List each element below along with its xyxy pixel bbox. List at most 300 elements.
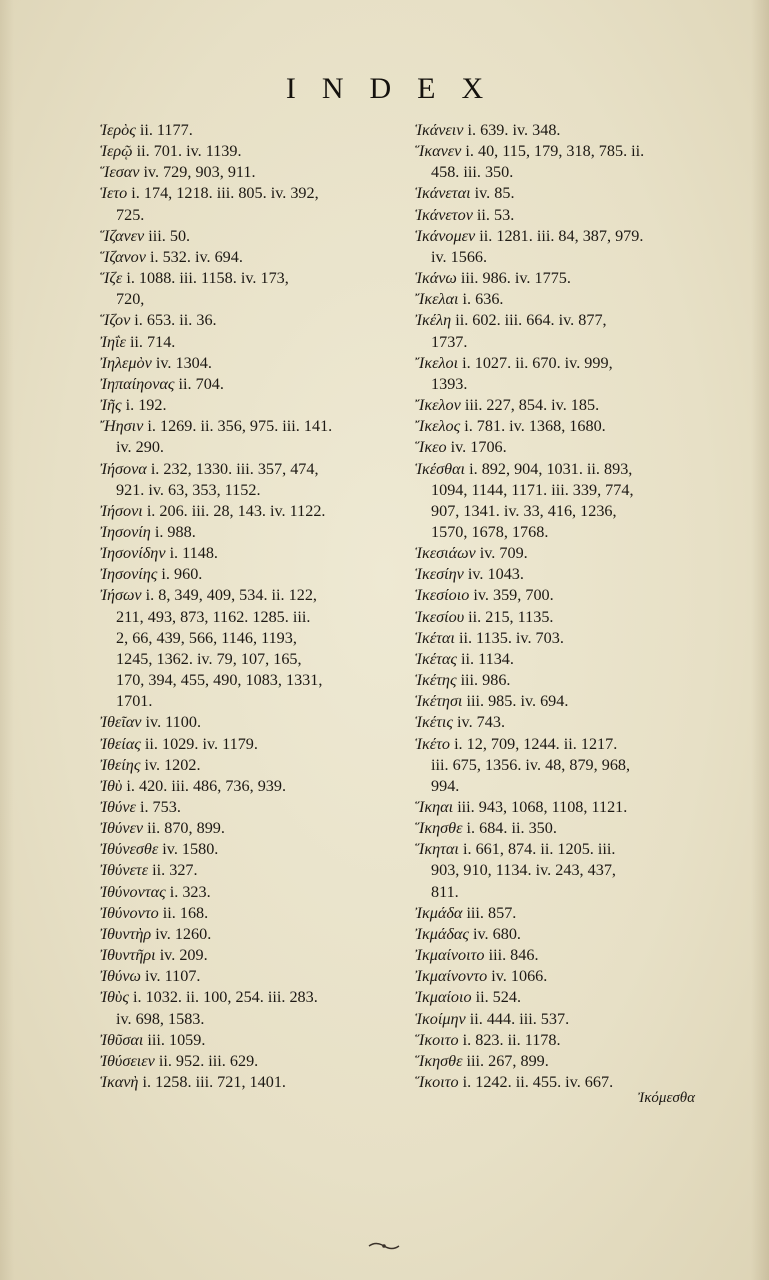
entry-references: i. 661, 874. ii. 1205. iii. xyxy=(462,840,616,859)
entry-references: 1570, 1678, 1768. xyxy=(431,522,549,541)
entry-references: iv. 1066. xyxy=(491,967,548,986)
entry-line xyxy=(100,543,400,564)
entry-references: iv. 290. xyxy=(116,438,164,457)
entry-line xyxy=(415,818,715,839)
entry-continuation xyxy=(415,755,715,776)
index-entry xyxy=(415,205,715,226)
index-entry xyxy=(100,924,400,945)
entry-headword: Ἰκμαίοιο xyxy=(415,988,472,1007)
entry-line xyxy=(415,289,715,310)
index-entry xyxy=(100,120,400,141)
entry-references: 1737. xyxy=(431,332,468,351)
entry-references: ii. 215, 1135. xyxy=(468,607,554,626)
entry-continuation xyxy=(415,332,715,353)
entry-headword: Ἵκηαι xyxy=(415,798,454,816)
entry-references: iii. 227, 854. iv. 185. xyxy=(464,396,600,415)
entry-references: iii. 675, 1356. iv. 48, 879, 968, xyxy=(431,755,631,774)
entry-references: iv. 1566. xyxy=(431,247,488,266)
entry-headword: Ἰθύνε xyxy=(100,798,136,816)
entry-continuation xyxy=(100,1009,400,1030)
entry-references: iv. 729, 903, 911. xyxy=(143,163,256,182)
page-title: INDEX xyxy=(285,72,510,105)
entry-line xyxy=(100,141,400,162)
entry-references: 994. xyxy=(431,776,460,795)
page-shadow-left xyxy=(0,0,14,1280)
entry-headword: Ἵκησθε xyxy=(415,819,463,838)
entry-references: ii. 327. xyxy=(152,861,198,880)
entry-headword: Ἱκάνεται xyxy=(415,184,471,203)
entry-references: iii. 986. iv. 1775. xyxy=(460,269,571,288)
entry-headword: Ἱκέται xyxy=(415,628,455,647)
entry-headword: Ἵκησθε xyxy=(415,1051,463,1070)
index-entry xyxy=(415,395,715,416)
index-entry xyxy=(415,543,715,564)
entry-references: i. 988. xyxy=(154,522,196,541)
entry-references: i. 1027. ii. 670. iv. 999, xyxy=(462,353,613,372)
entry-line xyxy=(100,162,400,183)
entry-line xyxy=(100,839,400,860)
index-entry xyxy=(415,966,715,987)
entry-line xyxy=(100,585,400,606)
entry-headword: Ἰήσονι xyxy=(100,501,143,520)
index-entry xyxy=(415,1009,715,1030)
entry-references: i. 781. iv. 1368, 1680. xyxy=(464,417,606,436)
index-entry xyxy=(100,459,400,501)
index-entry xyxy=(415,797,715,818)
entry-references: iv. 1260. xyxy=(155,924,212,943)
entry-references: 725. xyxy=(116,205,145,224)
entry-line xyxy=(415,543,715,564)
entry-headword: Ἰθεῖαν xyxy=(100,713,142,732)
entry-references: i. 684. ii. 350. xyxy=(466,819,557,838)
entry-headword: Ἰκέλη xyxy=(415,311,452,330)
entry-headword: Ἰθὺς xyxy=(100,988,129,1007)
entry-headword: Ἰθείας xyxy=(100,734,141,753)
entry-references: 458. iii. 350. xyxy=(431,163,514,182)
entry-line xyxy=(100,353,400,374)
entry-line xyxy=(415,607,715,628)
entry-headword: Ἰθύνεσθε xyxy=(100,840,159,859)
entry-references: iv. 1043. xyxy=(467,565,524,584)
entry-references: ii. 704. xyxy=(178,374,224,393)
entry-line xyxy=(415,459,715,480)
entry-references: i. 1032. ii. 100, 254. iii. 283. xyxy=(132,988,318,1007)
entry-line xyxy=(100,882,400,903)
entry-headword: Ἴκελοι xyxy=(415,353,459,372)
entry-line xyxy=(415,564,715,585)
entry-references: i. 1258. iii. 721, 1401. xyxy=(142,1073,286,1092)
entry-line xyxy=(100,712,400,733)
entry-line xyxy=(100,226,400,247)
entry-references: iv. 743. xyxy=(457,713,505,732)
entry-references: i. 892, 904, 1031. ii. 893, xyxy=(469,459,633,478)
entry-line xyxy=(100,459,400,480)
entry-references: ii. 1135. iv. 703. xyxy=(458,628,564,647)
entry-headword: Ἱερὸς xyxy=(100,121,136,139)
index-entry xyxy=(100,585,400,712)
entry-references: ii. 602. iii. 664. iv. 877, xyxy=(455,311,607,330)
entry-references: iv. 1202. xyxy=(144,755,201,774)
entry-references: i. 8, 349, 409, 534. ii. 122, xyxy=(145,586,317,605)
entry-headword: Ἰθύνοντας xyxy=(100,882,166,901)
entry-references: iv. 1580. xyxy=(162,840,219,859)
index-entry xyxy=(100,183,400,225)
entry-line xyxy=(100,1051,400,1072)
entry-references: iii. 267, 899. xyxy=(466,1051,549,1070)
entry-headword: Ἱκέτο xyxy=(415,734,451,753)
entry-references: iv. 709. xyxy=(479,544,528,563)
entry-references: i. 532. iv. 694. xyxy=(149,247,243,266)
entry-line xyxy=(100,776,400,797)
index-entry xyxy=(100,945,400,966)
entry-continuation xyxy=(100,628,400,649)
index-entry xyxy=(100,903,400,924)
entry-references: iii. 985. iv. 694. xyxy=(466,692,569,711)
entry-headword: Ἵζανεν xyxy=(100,226,145,245)
index-entry xyxy=(415,141,715,183)
entry-references: 811. xyxy=(431,882,459,901)
entry-headword: Ἰησονίδην xyxy=(100,544,166,563)
entry-references: 1094, 1144, 1171. iii. 339, 774, xyxy=(431,480,634,499)
index-entry xyxy=(415,416,715,437)
entry-headword: Ἰθύνοντο xyxy=(100,903,159,922)
index-entry xyxy=(100,1051,400,1072)
entry-references: 1245, 1362. iv. 79, 107, 165, xyxy=(116,649,302,668)
entry-line xyxy=(415,183,715,204)
entry-headword: Ἵζανον xyxy=(100,247,146,266)
entry-references: ii. 701. iv. 1139. xyxy=(136,142,242,161)
entry-line xyxy=(415,712,715,733)
entry-line xyxy=(415,585,715,606)
entry-headword: Ἰθύσειεν xyxy=(100,1051,155,1070)
entry-references: ii. 444. iii. 537. xyxy=(469,1009,570,1028)
entry-line xyxy=(100,1072,400,1093)
index-entry xyxy=(415,670,715,691)
entry-continuation xyxy=(100,607,400,628)
entry-headword: Ἰθείης xyxy=(100,755,141,774)
entry-line xyxy=(100,395,400,416)
entry-references: 1393. xyxy=(431,374,468,393)
index-entry xyxy=(415,987,715,1008)
index-entry xyxy=(415,649,715,670)
entry-references: iii. 50. xyxy=(148,226,191,245)
entry-continuation xyxy=(415,247,715,268)
entry-headword: Ἱκέτησι xyxy=(415,692,463,711)
entry-references: i. 653. ii. 36. xyxy=(134,311,217,330)
entry-line xyxy=(415,734,715,755)
entry-references: ii. 168. xyxy=(162,903,209,922)
index-entry xyxy=(100,712,400,733)
index-entry xyxy=(100,226,400,247)
index-entry xyxy=(415,353,715,395)
entry-references: iii. 986. xyxy=(460,671,511,690)
entry-headword: Ἰησονίη xyxy=(100,522,151,541)
entry-references: 1701. xyxy=(116,692,153,711)
entry-references: iv. 85. xyxy=(474,184,515,203)
entry-references: ii. 870, 899. xyxy=(147,819,225,838)
index-column-left xyxy=(100,120,400,1093)
entry-headword: Ἰκμάδας xyxy=(415,924,469,943)
entry-headword: Ἱκάνετον xyxy=(415,205,473,224)
entry-headword: Ἰηπαίηονας xyxy=(100,374,175,393)
entry-headword: Ἤησιν xyxy=(100,417,144,436)
entry-line xyxy=(415,1030,715,1051)
entry-continuation xyxy=(415,501,715,522)
entry-references: iv. 1100. xyxy=(145,713,201,732)
index-entry xyxy=(100,818,400,839)
entry-headword: Ἰηΐε xyxy=(100,332,126,351)
entry-headword: Ἱκεσιάων xyxy=(415,544,476,563)
entry-headword: Ἵζον xyxy=(100,311,131,330)
index-entry xyxy=(100,860,400,881)
entry-line xyxy=(415,924,715,945)
entry-headword: Ἴκελον xyxy=(415,396,461,415)
entry-continuation xyxy=(100,437,400,458)
entry-references: iv. 680. xyxy=(473,924,521,943)
entry-line xyxy=(100,183,400,204)
entry-headword: Ἱκέσθαι xyxy=(415,459,466,478)
entry-continuation xyxy=(415,480,715,501)
entry-line xyxy=(100,501,400,522)
entry-references: 921. iv. 63, 353, 1152. xyxy=(116,480,261,499)
index-entry xyxy=(415,459,715,544)
index-entry xyxy=(100,564,400,585)
entry-headword: Ἱκανὴ xyxy=(100,1073,139,1092)
entry-headword: Ἱετο xyxy=(100,184,128,203)
entry-references: iv. 1706. xyxy=(450,438,507,457)
entry-references: ii. 952. iii. 629. xyxy=(158,1051,259,1070)
entry-line xyxy=(415,628,715,649)
entry-line xyxy=(100,755,400,776)
entry-continuation xyxy=(100,205,400,226)
entry-line xyxy=(100,734,400,755)
entry-headword: Ἱερῷ xyxy=(100,142,133,161)
entry-line xyxy=(415,670,715,691)
entry-headword: Ἵκοιτο xyxy=(415,1073,459,1092)
entry-line xyxy=(100,268,400,289)
entry-headword: Ἰθὺ xyxy=(100,776,123,795)
entry-references: iii. 1059. xyxy=(147,1030,206,1049)
index-entry xyxy=(415,924,715,945)
entry-continuation xyxy=(100,289,400,310)
entry-references: i. 420. iii. 486, 736, 939. xyxy=(126,776,287,795)
index-entry xyxy=(100,353,400,374)
entry-line xyxy=(100,522,400,543)
index-entry xyxy=(100,755,400,776)
entry-references: iv. 209. xyxy=(159,946,208,965)
entry-line xyxy=(415,691,715,712)
entry-references: ii. 1281. iii. 84, 387, 979. xyxy=(479,226,644,245)
entry-continuation xyxy=(415,522,715,543)
entry-references: ii. 1134. xyxy=(461,649,514,668)
page-shadow-right xyxy=(751,0,769,1280)
entry-references: 720, xyxy=(116,290,145,309)
entry-references: ii. 53. xyxy=(476,205,515,224)
entry-continuation xyxy=(100,480,400,501)
entry-headword: Ἵκεο xyxy=(415,438,447,457)
entry-line xyxy=(415,649,715,670)
index-entry xyxy=(100,797,400,818)
entry-references: i. 639. iv. 348. xyxy=(467,121,561,139)
entry-line xyxy=(100,903,400,924)
index-entry xyxy=(415,903,715,924)
entry-references: i. 232, 1330. iii. 357, 474, xyxy=(150,459,319,478)
index-entry xyxy=(100,1030,400,1051)
entry-line xyxy=(415,437,715,458)
index-entry xyxy=(100,162,400,183)
entry-line xyxy=(415,797,715,818)
index-entry xyxy=(415,120,715,141)
entry-headword: Ἵκηται xyxy=(415,840,459,859)
index-column-right xyxy=(415,120,715,1093)
entry-references: iv. 698, 1583. xyxy=(116,1009,205,1028)
entry-headword: Ἰθυντὴρ xyxy=(100,924,152,943)
entry-headword: Ἱκοίμην xyxy=(415,1009,466,1028)
entry-line xyxy=(415,353,715,374)
entry-references: i. 1242. ii. 455. iv. 667. xyxy=(462,1073,614,1092)
entry-references: ii. 1177. xyxy=(139,121,193,139)
entry-references: ii. 1029. iv. 1179. xyxy=(144,734,258,753)
index-entry xyxy=(415,226,715,268)
entry-line xyxy=(415,1051,715,1072)
entry-continuation xyxy=(415,162,715,183)
entry-references: i. 192. xyxy=(125,396,167,415)
entry-headword: Ἱκάνομεν xyxy=(415,226,476,245)
entry-references: 170, 394, 455, 490, 1083, 1331, xyxy=(116,671,323,690)
entry-headword: Ἱκάνω xyxy=(415,269,457,288)
entry-references: i. 823. ii. 1178. xyxy=(462,1030,561,1049)
entry-references: iii. 857. xyxy=(466,903,517,922)
entry-headword: Ἱκεσίην xyxy=(415,565,464,584)
index-entry xyxy=(100,1072,400,1093)
entry-continuation xyxy=(415,882,715,903)
entry-line xyxy=(415,1009,715,1030)
index-entry xyxy=(100,522,400,543)
entry-line xyxy=(415,310,715,331)
entry-headword: Ἴκελος xyxy=(415,417,461,436)
index-entry xyxy=(415,585,715,606)
entry-references: iii. 943, 1068, 1108, 1121. xyxy=(457,798,628,816)
entry-headword: Ἰκμαίνοιτο xyxy=(415,946,485,965)
entry-headword: Ἰθύνω xyxy=(100,967,141,986)
entry-headword: Ἱκάνειν xyxy=(415,121,464,139)
entry-continuation xyxy=(415,374,715,395)
index-entry xyxy=(100,268,400,310)
entry-continuation xyxy=(415,860,715,881)
index-entry xyxy=(100,987,400,1029)
entry-headword: Ἰθύνεν xyxy=(100,819,144,838)
entry-continuation xyxy=(100,649,400,670)
entry-line xyxy=(415,120,715,141)
entry-headword: Ἰκμαίνοντο xyxy=(415,967,488,986)
entry-line xyxy=(100,332,400,353)
index-entry xyxy=(415,628,715,649)
entry-line xyxy=(100,564,400,585)
entry-line xyxy=(100,247,400,268)
entry-references: i. 174, 1218. iii. 805. iv. 392, xyxy=(131,184,319,203)
index-entry xyxy=(415,839,715,902)
index-entry xyxy=(415,712,715,733)
entry-line xyxy=(415,839,715,860)
index-entry xyxy=(415,945,715,966)
entry-line xyxy=(100,310,400,331)
entry-headword: Ἱκεσίου xyxy=(415,607,465,626)
index-entry xyxy=(415,289,715,310)
entry-references: 907, 1341. iv. 33, 416, 1236, xyxy=(431,501,617,520)
entry-references: i. 753. xyxy=(139,798,181,816)
entry-references: 211, 493, 873, 1162. 1285. iii. xyxy=(116,607,311,626)
index-entry xyxy=(100,501,400,522)
entry-references: ii. 714. xyxy=(129,332,176,351)
entry-line xyxy=(415,226,715,247)
entry-headword: Ἰῆς xyxy=(100,396,122,415)
entry-line xyxy=(415,987,715,1008)
index-entry xyxy=(100,332,400,353)
entry-line xyxy=(100,945,400,966)
entry-line xyxy=(415,141,715,162)
entry-headword: Ἰθύνετε xyxy=(100,861,149,880)
index-entry xyxy=(415,607,715,628)
entry-references: iv. 359, 700. xyxy=(473,586,554,605)
entry-headword: Ἰησονίης xyxy=(100,565,158,584)
index-entry xyxy=(100,416,400,458)
entry-headword: Ἴκελαι xyxy=(415,290,459,309)
entry-references: i. 323. xyxy=(169,882,211,901)
entry-headword: Ἰήσων xyxy=(100,586,142,605)
index-entry xyxy=(415,1030,715,1051)
index-entry xyxy=(415,437,715,458)
index-entry xyxy=(415,268,715,289)
catchword: Ἰκόμεσθα xyxy=(637,1090,695,1106)
index-entry xyxy=(415,310,715,352)
index-entry xyxy=(100,734,400,755)
entry-references: iv. 1304. xyxy=(155,353,212,372)
index-entry xyxy=(415,734,715,797)
index-entry xyxy=(100,395,400,416)
entry-references: iv. 1107. xyxy=(145,967,201,986)
entry-line xyxy=(100,924,400,945)
entry-references: i. 12, 709, 1244. ii. 1217. xyxy=(454,734,618,753)
entry-line xyxy=(415,205,715,226)
entry-line xyxy=(415,903,715,924)
entry-continuation xyxy=(100,670,400,691)
index-entry xyxy=(100,141,400,162)
index-entry xyxy=(100,543,400,564)
entry-line xyxy=(415,966,715,987)
entry-continuation xyxy=(415,776,715,797)
entry-references: 903, 910, 1134. iv. 243, 437, xyxy=(431,861,616,880)
entry-references: i. 960. xyxy=(161,565,203,584)
entry-line xyxy=(100,1030,400,1051)
entry-headword: Ἵεσαν xyxy=(100,163,140,182)
entry-headword: Ἰθυντῆρι xyxy=(100,946,156,965)
entry-line xyxy=(415,395,715,416)
entry-references: 2, 66, 439, 566, 1146, 1193, xyxy=(116,628,297,647)
entry-headword: Ἵζε xyxy=(100,269,123,288)
index-entry xyxy=(100,882,400,903)
index-entry xyxy=(100,966,400,987)
entry-continuation xyxy=(100,691,400,712)
entry-references: iii. 846. xyxy=(488,946,539,965)
entry-headword: Ἰήσονα xyxy=(100,459,147,478)
index-entry xyxy=(415,818,715,839)
index-entry xyxy=(100,839,400,860)
index-entry xyxy=(100,374,400,395)
entry-line xyxy=(415,416,715,437)
entry-headword: Ἱκεσίοιο xyxy=(415,586,470,605)
index-entry xyxy=(100,776,400,797)
entry-references: i. 1269. ii. 356, 975. iii. 141. xyxy=(147,417,333,436)
